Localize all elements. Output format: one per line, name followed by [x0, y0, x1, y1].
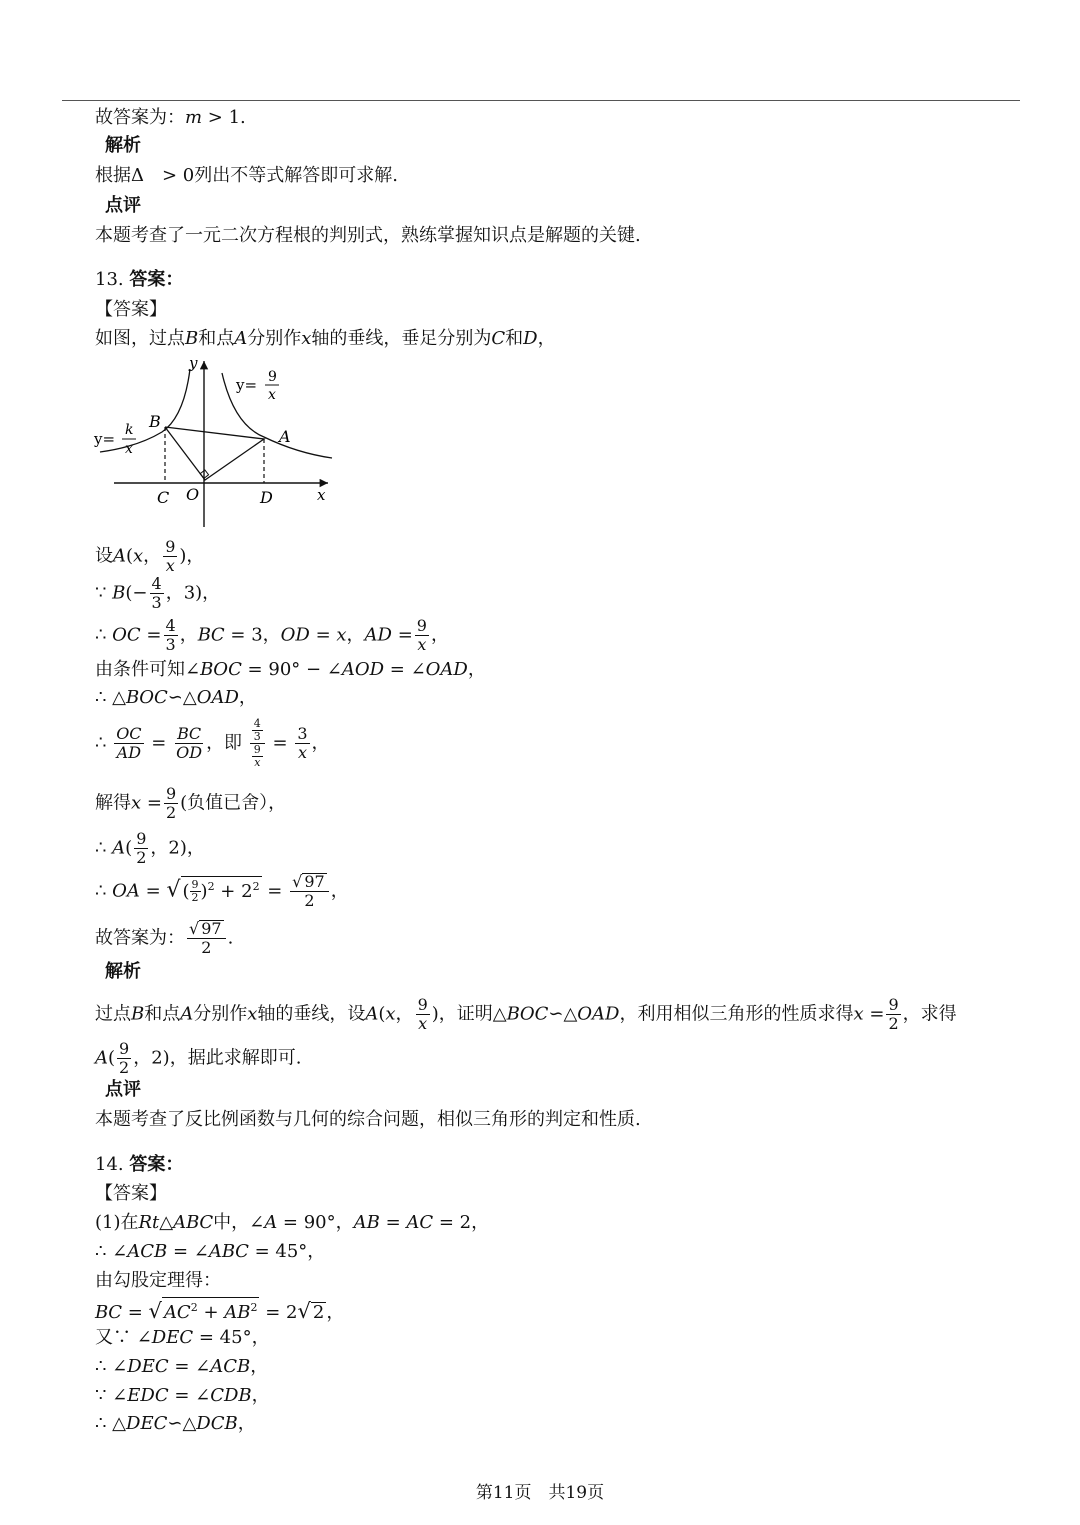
q14-answer-tag: 【答案】 — [95, 1183, 167, 1204]
q13-intro: 如图，过点𝐵和点𝐴分别作𝑥轴的垂线，垂足分别为𝐶和𝐷， — [95, 328, 556, 349]
q12-review-title: 点评 — [105, 195, 141, 216]
q13-heading — [95, 268, 183, 292]
q13-line-similar: ∴ △𝐵𝑂𝐶∽△𝑂𝐴𝐷， — [95, 687, 257, 708]
label-a: A — [279, 427, 291, 446]
q14-line-3: 由勾股定理得： — [95, 1270, 221, 1291]
eq-right-den: x — [268, 387, 276, 403]
q13-analysis-title: 解析 — [105, 961, 141, 982]
q14-line-2: ∴ ∠𝐴𝐶𝐵 = ∠𝐴𝐵𝐶 = 45°， — [95, 1241, 326, 1262]
q13-line-lengths: ∴ 𝑂𝐶 = $\frac{4}{3}$ ，𝐵𝐶 = 3，𝑂𝐷 = 𝑥，𝐴𝐷 = $\frac{9}{\text{𝑥}}$ ， — [95, 616, 449, 654]
q13-line-ratio: ∴ $\frac{\text{𝑂𝐶}}{\text{𝐴𝐷}}$ = $\frac{\text{𝐵𝐶}}{\text{𝑂𝐷}}$ ，即 $\frac{\frac{4}{3}}{\frac{9}{\text{𝑥}}}$ = $\frac{3}{\text{𝑥}}$ ， — [95, 717, 330, 769]
eq-right-lhs: y= — [236, 376, 258, 394]
q12-analysis-text: 根据Δ > 0列出不等式解答即可求解. — [95, 165, 398, 186]
q13-line-solve: 解得𝑥 = $\frac{9}{2}$ (负值已舍）， — [95, 784, 287, 822]
q14-line-1: (1)在𝑅𝑡△𝐴𝐵𝐶中，∠𝐴 = 90°，𝐴𝐵 = 𝐴𝐶 = 2， — [95, 1212, 490, 1233]
q13-review-title: 点评 — [105, 1079, 141, 1100]
label-x: x — [317, 486, 326, 504]
q12-analysis-title: 解析 — [105, 135, 141, 156]
q14-line-4: 𝐵𝐶 = √ 𝐴𝐶$^2$ + 𝐴𝐵$^2$ = 2√ 2 ， — [95, 1299, 345, 1323]
q13-review-text: 本题考查了反比例函数与几何的综合问题，相似三角形的判定和性质. — [95, 1109, 641, 1130]
q13-line-angle: 由条件可知∠𝐵𝑂𝐶 = 90° − ∠𝐴𝑂𝐷 = ∠𝑂𝐴𝐷， — [95, 659, 486, 680]
q13-line-a-coords: ∴ 𝐴( $\frac{9}{2}$ ，2)， — [95, 829, 205, 867]
q12-review-text: 本题考查了一元二次方程根的判别式，熟练掌握知识点是解题的关键. — [95, 225, 641, 246]
page-footer: 第11页 共19页 — [475, 1483, 605, 1503]
q14-line-6: ∴ ∠𝐷𝐸𝐶 = ∠𝐴𝐶𝐵， — [95, 1356, 269, 1377]
header-rule — [62, 100, 1020, 101]
eq-right-num: 9 — [268, 369, 277, 385]
label-y: y — [189, 355, 198, 372]
q13-number: 13. — [95, 269, 124, 290]
label-c: C — [157, 488, 170, 507]
label-o: O — [186, 485, 200, 504]
eq-left-den: x — [125, 441, 133, 457]
q14-heading — [95, 1153, 183, 1177]
eq-left-lhs: y= — [94, 430, 116, 448]
q12-answer-line: 故答案为：𝑚 > 1. — [95, 107, 246, 128]
label-b: B — [149, 412, 161, 431]
label-d: D — [260, 488, 273, 507]
triangle-boa — [165, 427, 264, 480]
q13-analysis-line1: 过点𝐵和点𝐴分别作𝑥轴的垂线，设𝐴(𝑥， $\frac{9}{\text{𝑥}}$ )，证明△𝐵𝑂𝐶∽△𝑂𝐴𝐷，利用相似三角形的性质求得𝑥 = $\frac{9}{2}$ ，求得 — [95, 995, 957, 1033]
eq-left-num: k — [125, 422, 134, 438]
q14-line-8: ∴ △𝐷𝐸𝐶∽△𝐷𝐶𝐵， — [95, 1413, 256, 1434]
q13-answer-title: 答案： — [129, 269, 184, 290]
q13-line-oa: ∴ 𝑂𝐴 = √ ( $\frac{9}{2}$ )$^2 + 2^2$ = $\frac{√ 97}{2}$ ， — [95, 872, 349, 910]
q13-line-set-a: 设𝐴(𝑥， $\frac{9}{\text{𝑥}}$ )， — [95, 537, 205, 575]
q14-line-5: 又∵ ∠𝐷𝐸𝐶 = 45°， — [95, 1327, 270, 1348]
q13-figure — [92, 355, 337, 530]
q14-answer-title: 答案： — [129, 1154, 184, 1175]
q14-line-7: ∵ ∠𝐸𝐷𝐶 = ∠𝐶𝐷𝐵， — [95, 1385, 270, 1406]
q13-final-answer: 故答案为： $\frac{√ 97}{2}$ . — [95, 919, 234, 957]
q13-line-b: ∵ 𝐵(− $\frac{4}{3}$ ，3)， — [95, 574, 221, 612]
q13-answer-tag: 【答案】 — [95, 299, 167, 320]
q14-number: 14. — [95, 1154, 124, 1175]
q13-analysis-line2: 𝐴( $\frac{9}{2}$ ，2)，据此求解即可. — [95, 1039, 302, 1077]
